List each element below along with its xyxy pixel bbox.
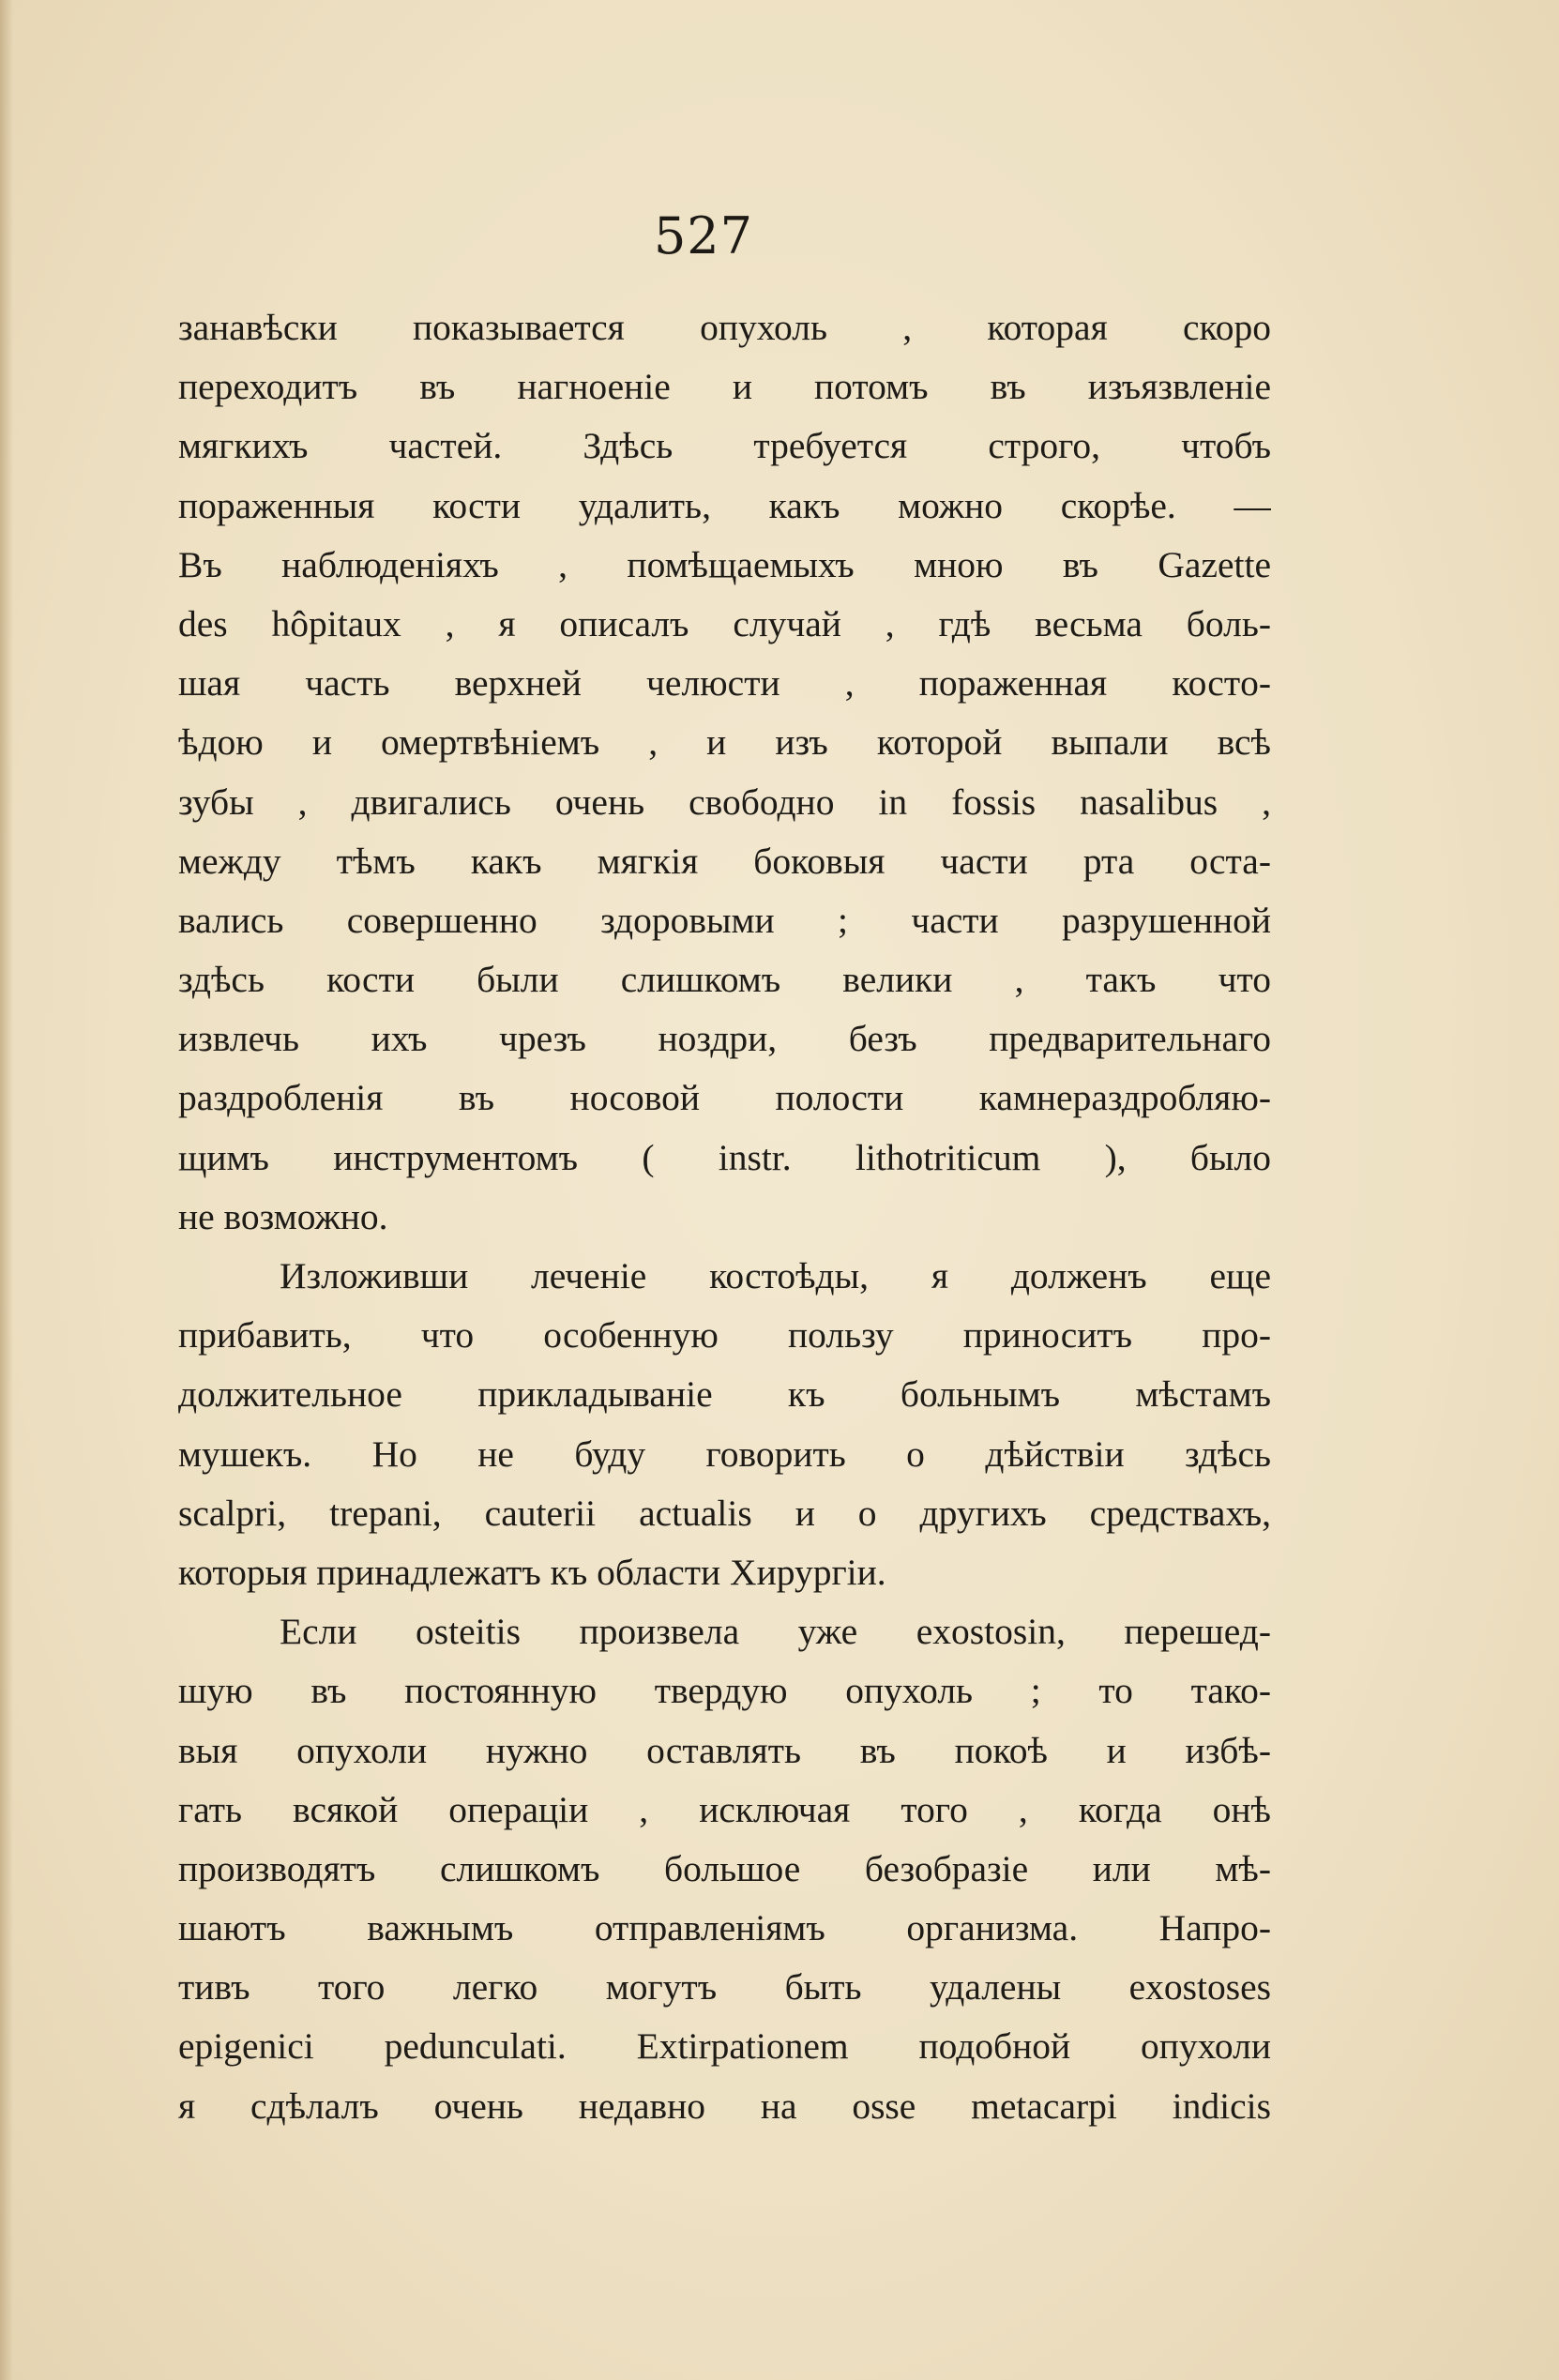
page-edge-shadow [0,0,13,2380]
text-line: я сдѣлалъ очень недавно на osse metacarpi indicis [178,2084,1271,2127]
text-line: epigenici pedunculati. Extirpationem подобной опухоли [178,2025,1271,2068]
body-text [178,298,1271,2136]
paragraph-last-line: не возможно. [178,1195,388,1237]
text-line: щимъ инструментомъ ( instr. lithotriticum ), было [178,1136,1271,1178]
text-line: раздробленія въ носовой полости камнераздробляю- [178,1077,1271,1119]
text-line: des hôpitaux , я описалъ случай , гдѣ весьма боль- [178,602,1271,644]
text-line: между тѣмъ какъ мягкія боковыя части рта оста- [178,840,1271,882]
text-line: прибавить, что особенную пользу приноситъ про- [178,1314,1271,1357]
text-line: здѣсь кости были слишкомъ велики , такъ что [178,959,1271,1001]
text-line: извлечь ихъ чрезъ ноздри, безъ предварительнаго [178,1018,1271,1060]
text-line: шую въ постоянную твердую опухоль ; то тако- [178,1670,1271,1712]
text-line: пораженныя кости удалить, какъ можно скорѣе. — [178,484,1271,526]
text-line: должительное прикладываніе къ больнымъ мѣстамъ [178,1373,1271,1416]
text-line: шаютъ важнымъ отправленіямъ организма. Напро- [178,1907,1271,1949]
paragraph-last-line: которыя принадлежатъ къ области Хирургіи. [178,1551,886,1593]
text-line: тивъ того легко могутъ быть удалены exostoses [178,1966,1271,2009]
text-line: scalpri, trepani, cauterii actualis и о другихъ средствахъ, [178,1492,1271,1534]
paragraph-first-line: Если osteitis произвела уже exostosin, перешед- [280,1611,1271,1653]
text-line: переходитъ въ нагноеніе и потомъ въ изъязвленіе [178,366,1271,408]
page-number: 527 [653,206,754,265]
text-line: вались совершенно здоровыми ; части разрушенной [178,899,1271,941]
text-line: зубы , двигались очень свободно in fossis nasalibus , [178,781,1271,823]
text-line: гать всякой операціи , исключая того , когда онѣ [178,1788,1271,1830]
text-line: мягкихъ частей. Здѣсь требуется строго, чтобъ [178,425,1271,467]
text-line: ѣдою и омертвѣніемъ , и изъ которой выпали всѣ [178,721,1271,764]
paragraph-first-line: Изложивши леченіе костоѣды, я долженъ еще [280,1255,1271,1296]
text-line: производятъ слишкомъ большое безобразіе или мѣ- [178,1847,1271,1889]
text-line: мушекъ. Но не буду говорить о дѣйствіи здѣсь [178,1433,1271,1475]
text-line: выя опухоли нужно оставлять въ покоѣ и избѣ- [178,1729,1271,1771]
text-line: шая часть верхней челюсти , пораженная костo- [178,662,1271,705]
text-line: занавѣски показывается опухоль , которая скоро [178,307,1271,348]
text-line: Въ наблюденіяхъ , помѣщаемыхъ мною въ Gazette [178,543,1271,585]
